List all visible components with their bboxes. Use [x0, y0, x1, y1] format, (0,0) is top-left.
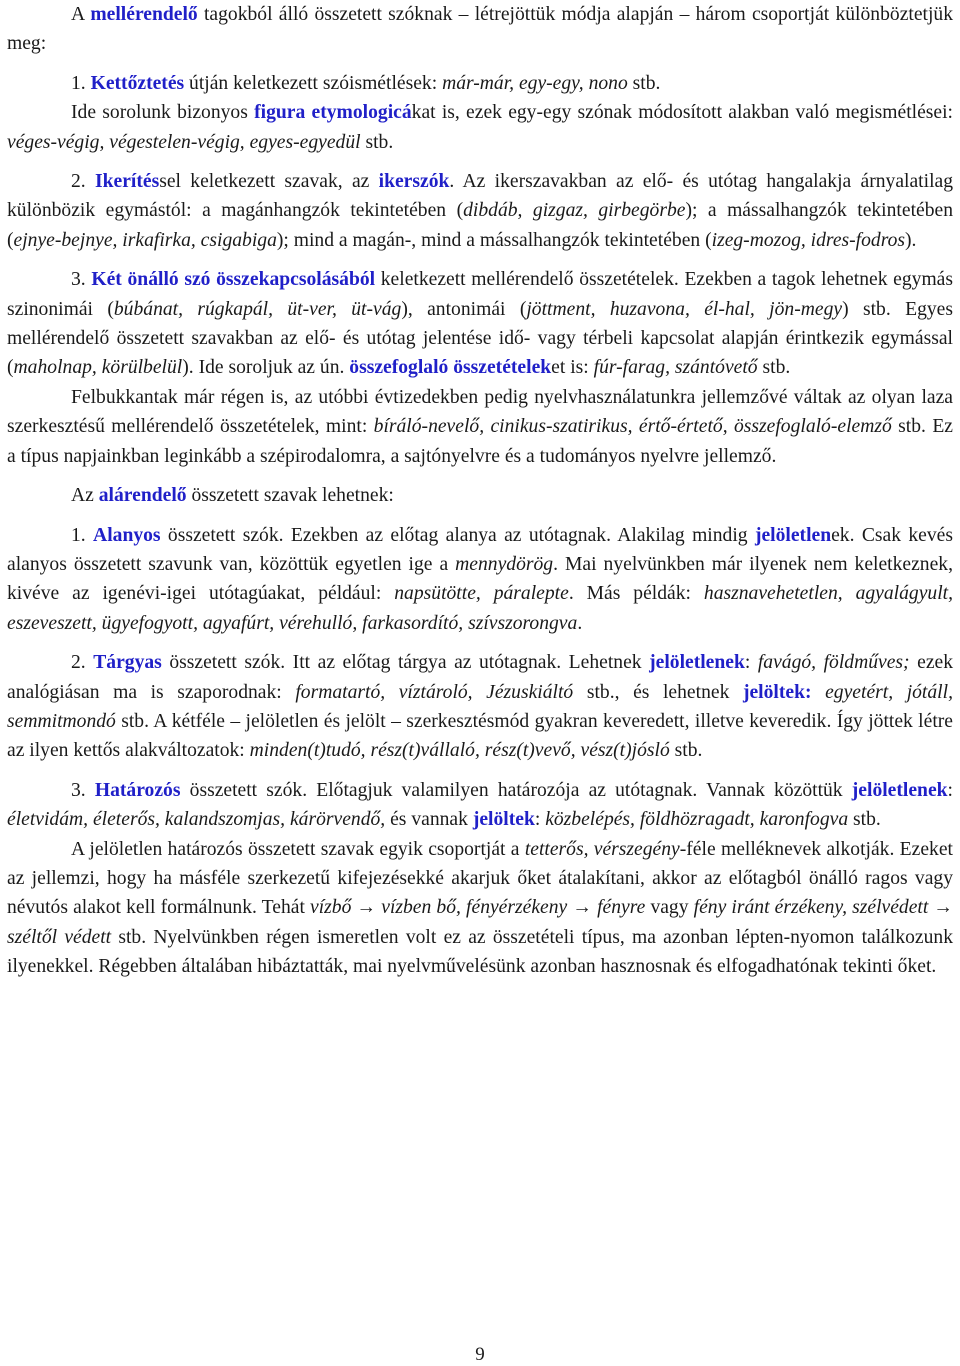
paragraph [7, 835, 953, 982]
text-run: stb. Nyelvünkben régen ismeretlen volt ez az összetételi típus, ma azonban lépten-nyomon találkozunk ilyenekkel. Régebben általában hibáztatták, mai nyelvművelésünk azonban hasznosnak és elfogadhatónak tekinti őket. [7, 926, 953, 978]
text-run: A [71, 4, 91, 25]
paragraph [7, 69, 953, 98]
text-run: stb. [669, 740, 703, 762]
text-run: . [577, 612, 583, 634]
paragraph [7, 265, 953, 383]
text-run: összetett szók. Ezekben az előtag alanya az utótagnak. Alakilag mindig [160, 524, 755, 546]
text-run: vagy [645, 897, 694, 919]
example-words: vízbő [310, 897, 352, 919]
text-run [812, 682, 826, 703]
highlighted-term: Tárgyas [93, 652, 162, 674]
text-run: -féle melléknevek alkotják. Ezeket az jellemzi, hogy ha másféle szerkezetű kifejezésekké akarjuk őket átalakítani, akkor az előtagból önálló ragos vagy névutós alakot kell formálnunk. Tehát [7, 838, 953, 919]
highlighted-term: figura etymologicá [254, 102, 412, 124]
highlighted-term: Alanyos [93, 524, 161, 546]
text-run: et is: [551, 357, 594, 379]
example-words: tetterős, vérszegény [524, 838, 680, 860]
example-words: mennydörög [455, 553, 554, 575]
text-run: keletkezett mellérendelő összetételek. Ezekben a tagok lehetnek egymás szinonimái ( [7, 269, 954, 320]
text-run: ). Ide soroljuk az ún. [182, 357, 350, 379]
highlighted-term: jelöletlenek [649, 652, 745, 674]
example-words: közbelépés, földhözragadt, karonfogva [545, 809, 849, 831]
example-words: már-már, egy-egy, nono [442, 72, 628, 94]
text-run: összetett szók. Itt az előtag tárgya az utótagnak. Lehetnek [161, 652, 650, 674]
text-run: ezek analógiásan ma is szaporodnak: [7, 652, 954, 703]
text-run: útján keletkezett szóismétlések: [184, 72, 443, 94]
example-words: széltől védett [7, 926, 112, 948]
text-run: Ide sorolunk bizonyos [71, 102, 255, 124]
text-run: ), antonimái ( [401, 298, 527, 320]
text-run: stb., és lehetnek [573, 681, 743, 703]
example-words: vízben bő, fényérzékeny [381, 897, 568, 919]
example-words: minden(t)tudó, rész(t)vállaló, rész(t)vevő, vész(t)jósló [249, 740, 670, 762]
text-run: és vannak [385, 809, 473, 831]
highlighted-term: Kettőztetés [90, 72, 185, 94]
text-run: → [567, 897, 598, 919]
text-run: 2. [71, 171, 95, 193]
text-run: A jelöletlen határozós összetett szavak egyik csoportját a [71, 838, 525, 860]
text-run: stb. [360, 131, 394, 153]
page-number: 9 [475, 1344, 485, 1365]
example-words: napsütötte, páralepte [394, 583, 569, 605]
example-words: véges-végig, végestelen-végig, egyes-egyedül [7, 131, 361, 153]
text-run: összetett szavak lehetnek: [186, 485, 394, 507]
highlighted-term: Ikerítés [95, 171, 160, 193]
paragraph [7, 776, 953, 835]
example-words: bíráló-nevelő, cinikus-szatirikus, értő-értető, összefoglaló-elemző [373, 416, 892, 438]
example-words: fényre [597, 897, 646, 919]
highlighted-term: alárendelő [98, 485, 187, 507]
text-run: 1. [71, 524, 94, 546]
paragraph [7, 481, 953, 510]
text-run: stb. [627, 72, 661, 94]
highlighted-term: jelöltek: [742, 681, 812, 703]
highlighted-term: Határozós [94, 779, 181, 801]
text-run: kat is, ezek egy-egy szónak módosított alakban való megismétlései: [411, 102, 953, 124]
example-words: fény iránt érzékeny, szélvédett [693, 897, 929, 919]
example-words: favágó, földműves; [757, 652, 910, 674]
highlighted-term: jelöletlenek [851, 779, 948, 801]
text-run: ek. Csak kevés alanyos összetett szavunk van, közöttük egyetlen ige a [7, 524, 953, 575]
example-words: formatartó, víztároló, Jézuskiáltó [295, 681, 574, 703]
text-run: ); a mássalhangzók tekintetében ( [7, 200, 953, 251]
text-run: ). [905, 229, 917, 251]
text-run: : [744, 652, 758, 674]
paragraph [7, 648, 953, 766]
text-run: : [947, 779, 953, 801]
text-run: . Az ikerszavakban az elő- és utótag hangalakja árnyalatilag különbözik egymástól: a magánhangzók tekintetében ( [7, 171, 954, 222]
text-run: . Más példák: [568, 583, 704, 605]
paragraph [7, 383, 953, 471]
paragraph [7, 98, 953, 157]
text-run: ) stb. Egyes mellérendelő összetett szavakban az elő- és utótag jelentése idő- vagy térbeli kapcsolat alapján érintkezik egymással ( [7, 298, 953, 379]
text-run: stb. Ez a típus napjainkban leginkább a szépirodalomra, a sajtónyelvre és a tudományos nyelvre jellemző. [7, 416, 953, 467]
text-run: összetett szók. Előtagjuk valamilyen határozója az utótagnak. Vannak közöttük [180, 779, 852, 801]
text-run: → [351, 897, 382, 919]
example-words: ejnye-bejnye, irkafirka, csigabiga [13, 229, 277, 251]
paragraph [7, 521, 953, 639]
paragraph [7, 0, 953, 59]
document-body [7, 0, 953, 982]
text-run: . Mai nyelvünkben már ilyenek nem keletkeznek, kivéve az igenévi-igei utótagúakat, például: [7, 553, 953, 605]
example-words: jöttment, huzavona, él-hal, jön-megy [526, 298, 843, 320]
text-run: stb. [848, 809, 881, 831]
highlighted-term: jelöletlen [754, 524, 832, 546]
text-run: Az [71, 485, 99, 507]
text-run: 3. [71, 269, 92, 291]
example-words: izeg-mozog, idres-fodros [711, 229, 906, 251]
text-run: stb. A kétféle – jelöletlen és jelölt – szerkesztésmód gyakran keveredett, illetve keveredik. Így jöttek létre az ilyen kettős alakváltozatok: [7, 710, 953, 762]
text-run: stb. [757, 357, 791, 379]
text-run: Felbukkantak már régen is, az utóbbi évtizedekben pedig nyelvhasználatunkra jellemzővé váltak az olyan laza szerkesztésű mellérendelő összetételek, mint: [7, 386, 953, 438]
highlighted-term: mellérendelő [90, 4, 198, 25]
example-words: egyetért, jótáll, semmitmondó [7, 681, 953, 732]
text-run: → [928, 897, 954, 919]
highlighted-term: ikerszók [378, 171, 450, 193]
example-words: fúr-farag, szántóvető [593, 357, 758, 379]
example-words: búbánat, rúgkapál, üt-ver, üt-vág [113, 298, 402, 320]
highlighted-term: összefoglaló összetételek [349, 357, 552, 379]
text-run: 1. [71, 72, 91, 94]
highlighted-term: Két önálló szó összekapcsolásából [91, 269, 376, 291]
text-run: ); mind a magán-, mind a mássalhangzók tekintetében ( [276, 229, 712, 251]
text-run: : [534, 809, 546, 831]
paragraph [7, 167, 953, 255]
highlighted-term: jelöltek [472, 809, 535, 831]
example-words: életvidám, életerős, kalandszomjas, kárörvendő, [7, 809, 386, 831]
text-run: 3. [71, 779, 95, 801]
text-run: sel keletkezett szavak, az [159, 171, 379, 193]
text-run: 2. [71, 652, 94, 674]
example-words: dibdáb, gizgaz, girbegörbe [463, 200, 686, 222]
text-run: tagokból álló összetett szóknak – létrejöttük módja alapján – három csoportját különböztetjük meg: [7, 4, 954, 55]
example-words: hasznavehetetlen, agyalágyult, eszeveszett, ügyefogyott, agyafúrt, vérehulló, farkasordító, szívszorongva [7, 583, 953, 634]
example-words: maholnap, körülbelül [13, 357, 183, 379]
